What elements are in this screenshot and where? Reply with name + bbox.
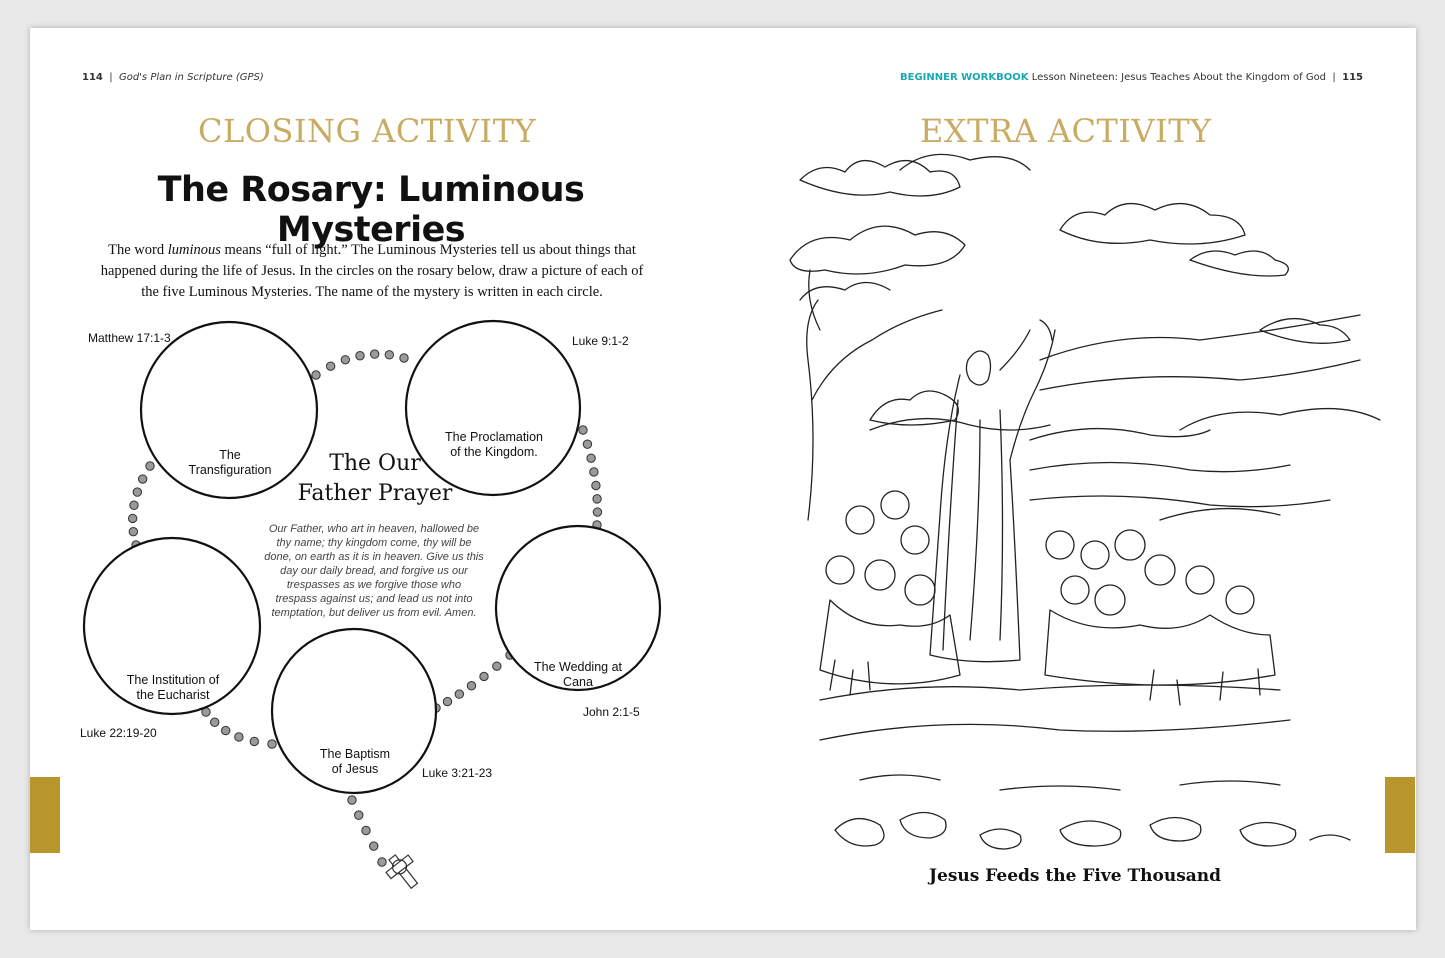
- left-page-number: 114: [82, 72, 103, 83]
- right-page-number: 115: [1342, 72, 1363, 83]
- rosary-bead: [348, 796, 356, 804]
- ref-baptism: Luke 3:21-23: [422, 766, 493, 780]
- right-page-header: BEGINNER WORKBOOK Lesson Nineteen: Jesus Teaches About the Kingdom of God | 115: [900, 72, 1363, 83]
- crucifix-icon: [381, 849, 425, 895]
- rosary-bead: [385, 351, 393, 359]
- ref-transfiguration: Matthew 17:1-3: [88, 331, 171, 345]
- mystery-circle-proclamation: [406, 321, 580, 495]
- rosary-bead: [355, 811, 363, 819]
- mystery-name-wedding-1: The Wedding at: [533, 660, 623, 674]
- left-page-header: 114 | God's Plan in Scripture (GPS): [82, 72, 264, 83]
- rosary-bead: [268, 740, 276, 748]
- rosary-bead: [583, 440, 591, 448]
- prayer-title-line2: Father Prayer: [297, 481, 453, 506]
- mystery-name-proclamation-1: The Proclamation: [445, 430, 543, 444]
- rosary-bead: [378, 858, 386, 866]
- rosary-bead: [370, 842, 378, 850]
- rosary-bead: [312, 371, 320, 379]
- prayer-line: thy name; thy kingdom come, thy will be: [276, 537, 472, 549]
- rosary-bead: [443, 697, 451, 705]
- right-gold-tab: [1385, 777, 1415, 853]
- mystery-name-baptism-2: of Jesus: [331, 762, 379, 776]
- ref-proclamation: Luke 9:1-2: [572, 334, 629, 348]
- rosary-bead: [138, 475, 146, 483]
- rosary-title: The Rosary: Luminous Mysteries: [157, 170, 585, 250]
- ref-wedding: John 2:1-5: [583, 705, 640, 719]
- prayer-line: trespasses as we forgive those who: [286, 579, 462, 591]
- ref-eucharist: Luke 22:19-20: [80, 726, 157, 740]
- rosary-bead: [250, 737, 258, 745]
- rosary-bead: [370, 350, 378, 358]
- rosary-bead: [467, 682, 475, 690]
- mystery-name-transfiguration-2: Transfiguration: [188, 463, 272, 477]
- rosary-bead: [590, 468, 598, 476]
- mystery-name-baptism-1: The Baptism: [319, 747, 391, 761]
- prayer-text: [264, 523, 484, 619]
- rosary-bead: [130, 501, 138, 509]
- mystery-name-wedding-2: Cana: [563, 675, 593, 689]
- rosary-bead: [356, 352, 364, 360]
- mystery-name-proclamation-2: of the Kingdom.: [450, 445, 538, 459]
- rosary-bead: [579, 426, 587, 434]
- prayer-line: Our Father, who art in heaven, hallowed be: [268, 523, 480, 535]
- intro-text-end: means “full of light.” The Luminous Mysteries tell us about things that happened during the life of Jesus. In the circles on the rosary below, draw a picture of each of the five Luminous Mysteries. The name of the mystery is written in each circle.: [100, 242, 644, 300]
- left-gold-tab: [30, 777, 60, 853]
- illustration-caption: Jesus Feeds the Five Thousand: [928, 866, 1222, 886]
- rosary-bead: [587, 454, 595, 462]
- rosary-bead: [362, 826, 370, 834]
- rosary-bead: [235, 733, 243, 741]
- closing-activity-title: CLOSING ACTIVITY: [198, 112, 537, 150]
- coloring-illustration: [790, 154, 1380, 849]
- prayer-line: day our daily bread, and forgive us our: [280, 565, 468, 577]
- rosary-bead: [593, 508, 601, 516]
- rosary-bead: [129, 527, 137, 535]
- rosary-bead: [146, 462, 154, 470]
- prayer-title-line1: The Our: [329, 451, 421, 476]
- book-title: God's Plan in Scripture (GPS): [118, 72, 264, 83]
- rosary-bead: [593, 495, 601, 503]
- lesson-title: Lesson Nineteen: Jesus Teaches About the Kingdom of God: [1031, 72, 1327, 83]
- workbook-brand: BEGINNER WORKBOOK: [900, 72, 1029, 83]
- rosary-bead: [133, 488, 141, 496]
- intro-text-start: The word: [108, 242, 168, 258]
- rosary-bead: [326, 362, 334, 370]
- rosary-bead: [221, 726, 229, 734]
- rosary-bead: [480, 672, 488, 680]
- rosary-bead: [455, 690, 463, 698]
- mystery-name-transfiguration-1: The: [219, 448, 241, 462]
- rosary-bead: [211, 718, 219, 726]
- rosary-bead: [341, 356, 349, 364]
- prayer-line: done, on earth as it is in heaven. Give us this: [264, 551, 484, 563]
- intro-emphasis: luminous: [167, 242, 221, 258]
- rosary-bead: [493, 662, 501, 670]
- mystery-name-eucharist-2: the Eucharist: [136, 688, 210, 702]
- extra-activity-title: EXTRA ACTIVITY: [920, 112, 1212, 150]
- prayer-line: trespass against us; and lead us not into: [275, 593, 473, 605]
- mystery-name-eucharist-1: The Institution of: [126, 673, 220, 687]
- rosary-bead: [592, 481, 600, 489]
- prayer-line: temptation, but deliver us from evil. Amen.: [271, 607, 477, 619]
- rosary-bead: [400, 354, 408, 362]
- rosary-bead: [128, 514, 136, 522]
